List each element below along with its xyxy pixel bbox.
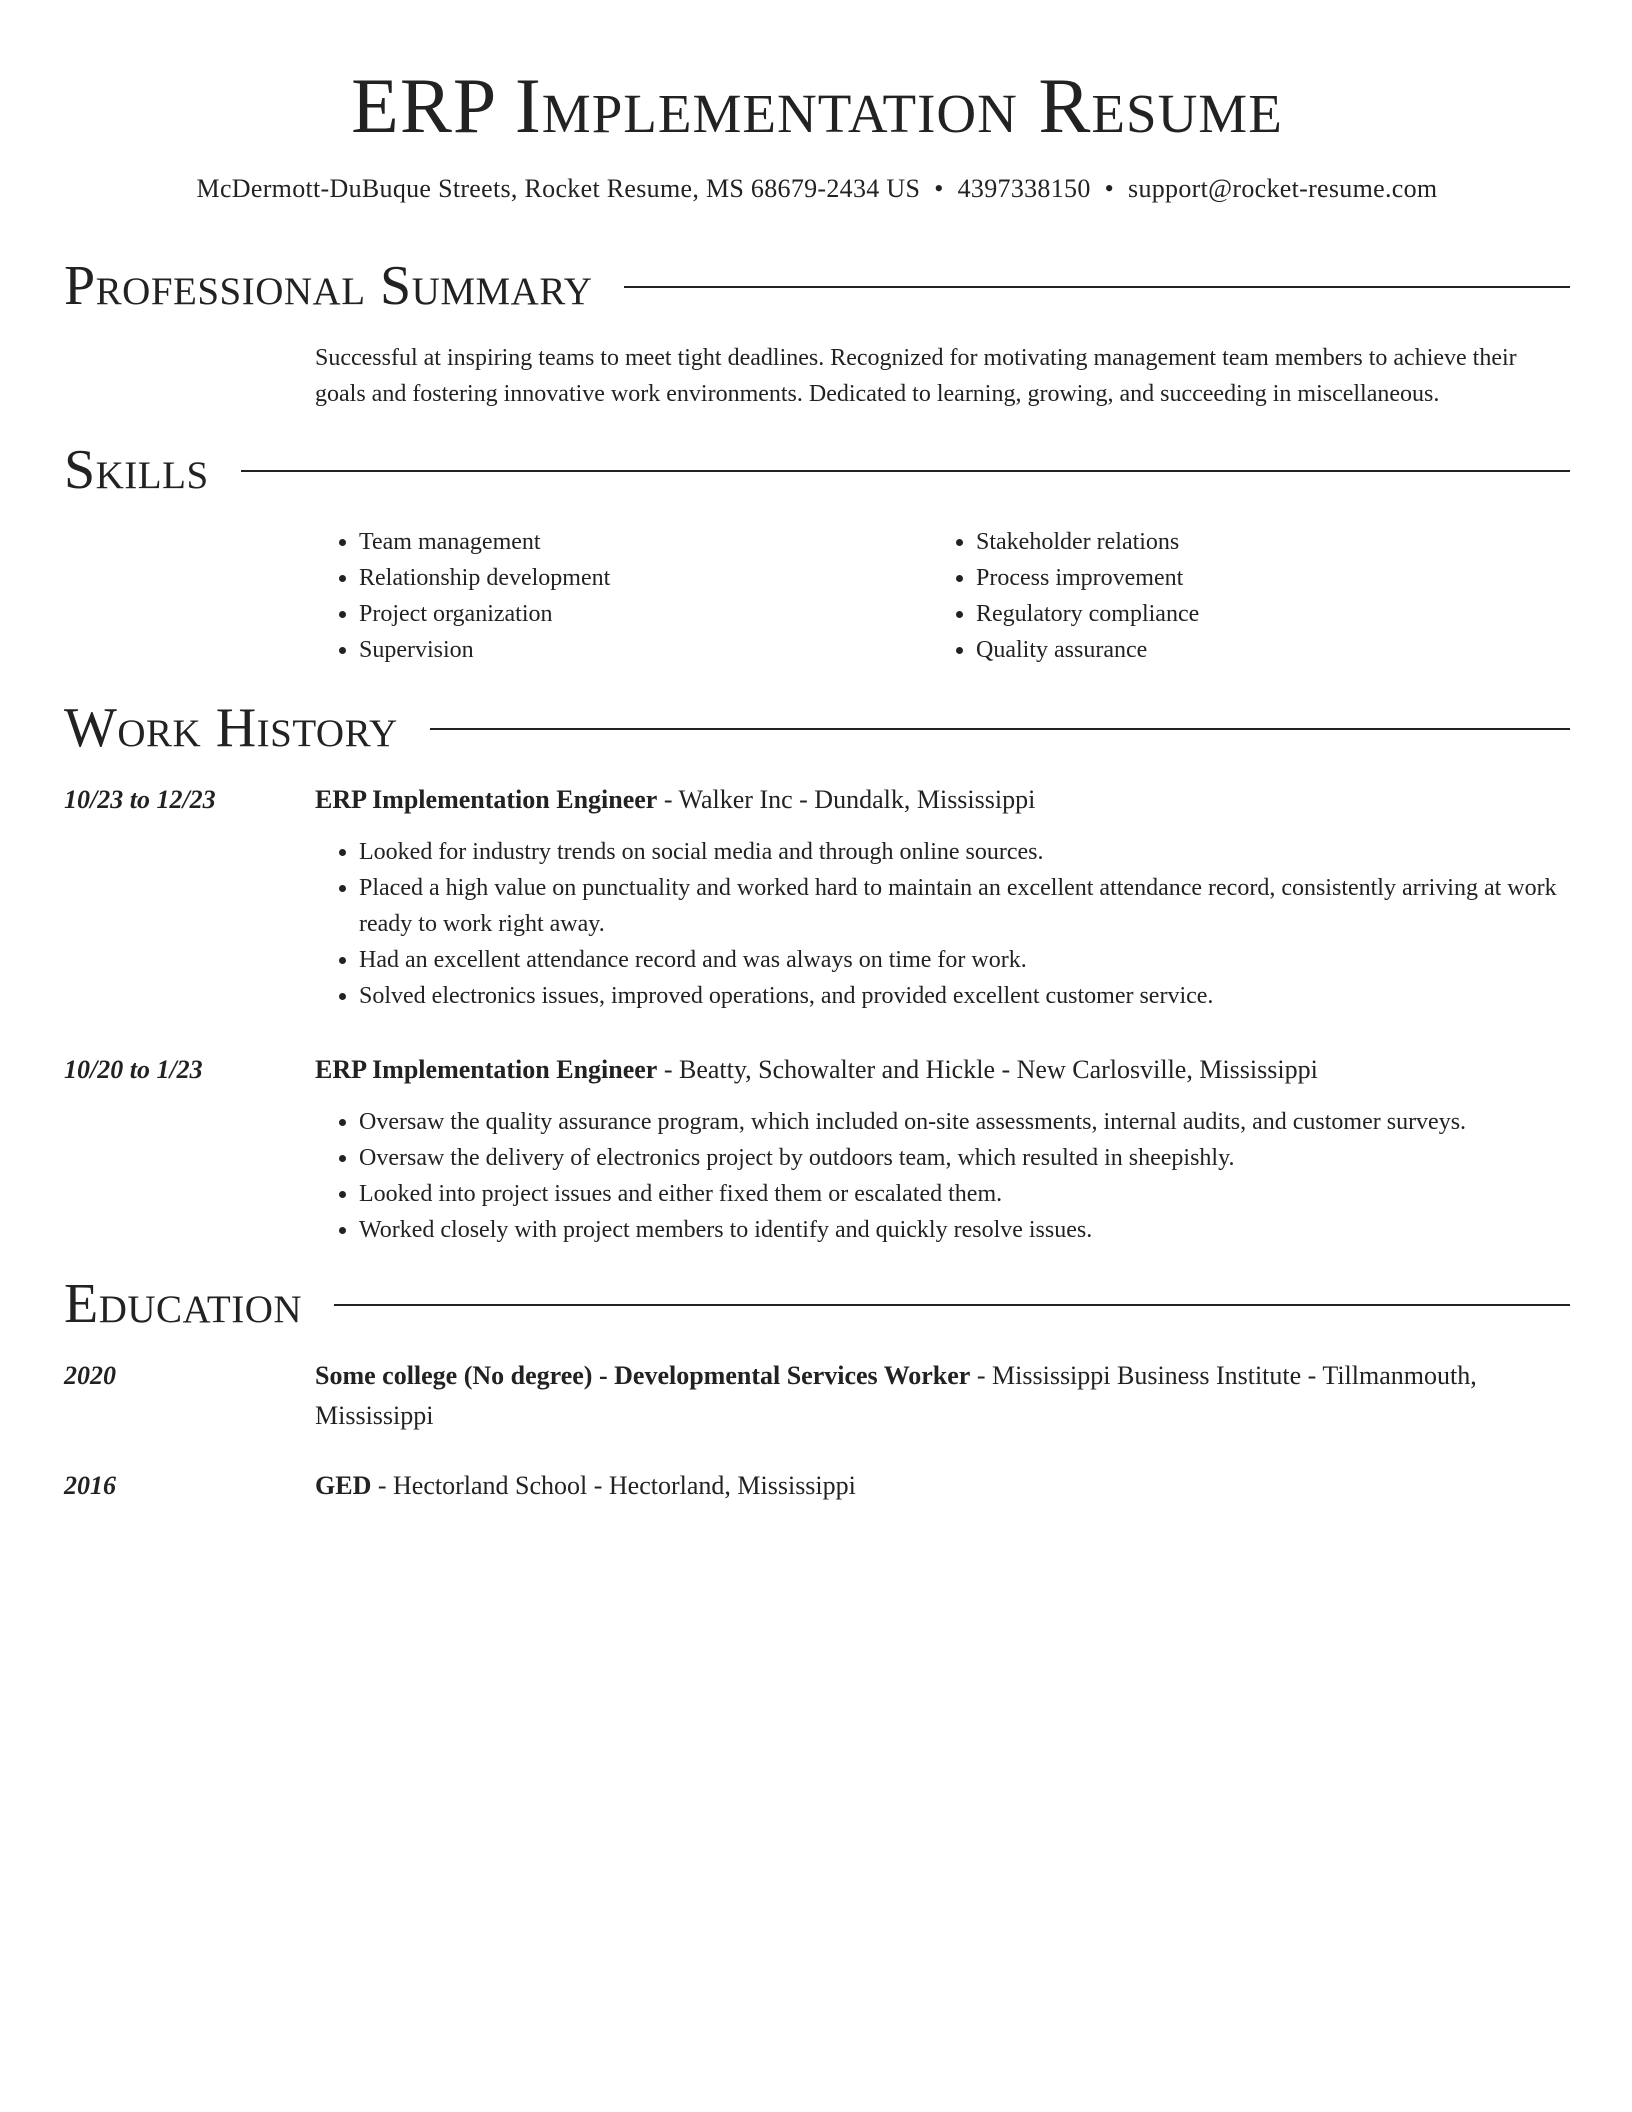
education-role [315,1466,1570,1506]
education-body [315,1356,1570,1436]
job-title: ERP Implementation Engineer [315,785,658,814]
education-degree: Some college (No degree) - Developmental Services Worker [315,1361,971,1390]
skill-item: • Process improvement [976,560,1199,596]
skill-item: • Quality assurance [976,632,1199,668]
skills-column-right [932,524,1199,668]
contact-line [64,172,1570,206]
skills-list [315,524,1570,668]
contact-phone: 4397338150 [957,174,1091,203]
job-bullet: • Solved electronics issues, improved operations, and provided excellent customer service. [359,978,1570,1014]
skill-item: • Stakeholder relations [976,524,1199,560]
job-entry [64,780,1570,1014]
education-year: 2020 [64,1361,116,1390]
job-bullets [315,834,1570,1014]
job-bullet: • Oversaw the delivery of electronics project by outdoors team, which resulted in sheepishly. [359,1140,1570,1176]
skills-heading: Skills [64,439,209,501]
skill-item: • Relationship development [359,560,932,596]
work-heading: Work History [64,697,398,759]
education-year: 2016 [64,1471,116,1500]
skill-item: • Team management [359,524,932,560]
contact-email: support@rocket-resume.com [1128,174,1438,203]
contact-address: McDermott-DuBuque Streets, Rocket Resume, MS 68679-2434 US [196,174,921,203]
skill-item: • Supervision [359,632,932,668]
job-dates: 10/23 to 12/23 [64,785,216,814]
job-body [315,780,1570,1014]
resume-page [64,0,1570,1506]
section-divider [334,1304,1570,1306]
education-body [315,1466,1570,1506]
job-title: ERP Implementation Engineer [315,1055,658,1084]
skills-column-left [315,524,932,668]
education-section-header [64,1272,1570,1336]
section-divider [624,286,1570,288]
job-details: - Walker Inc - Dundalk, Mississippi [657,785,1036,814]
summary-section-header [64,254,1570,318]
job-role [315,780,1570,820]
job-bullets [315,1104,1570,1248]
summary-text: Successful at inspiring teams to meet tight deadlines. Recognized for motivating management team members to achieve their goals and fostering innovative work environments. Dedicated to learning, growing, and succeeding in miscellaneous. [315,345,1517,407]
job-bullet: • Worked closely with project members to identify and quickly resolve issues. [359,1212,1570,1248]
contact-separator: • [934,174,944,203]
job-dates: 10/20 to 1/23 [64,1055,203,1084]
summary-heading: Professional Summary [64,255,593,317]
job-bullet: • Had an excellent attendance record and was always on time for work. [359,942,1570,978]
contact-separator: • [1104,174,1115,203]
skills-section-header [64,438,1570,502]
skill-item: • Project organization [359,596,932,632]
job-entry [64,1050,1570,1248]
job-body [315,1050,1570,1248]
education-entry [64,1356,1570,1436]
work-section-header [64,696,1570,760]
section-divider [430,728,1570,730]
job-bullet: • Placed a high value on punctuality and worked hard to maintain an excellent attendance record, consistently arriving at work ready to work right away. [359,870,1570,942]
skill-item: • Regulatory compliance [976,596,1199,632]
resume-title: ERP Implementation Resume [351,62,1283,149]
job-bullet: • Looked into project issues and either fixed them or escalated them. [359,1176,1570,1212]
education-details: - Hectorland School - Hectorland, Mississippi [371,1471,856,1500]
section-divider [241,470,1570,472]
job-role [315,1050,1570,1090]
education-degree: GED [315,1471,372,1500]
education-entry [64,1466,1570,1506]
education-heading: Education [64,1273,303,1335]
job-details: - Beatty, Schowalter and Hickle - New Carlosville, Mississippi [657,1055,1318,1084]
job-bullet: • Looked for industry trends on social media and through online sources. [359,834,1570,870]
education-details: - Mississippi Business Institute - Tillmanmouth, Mississippi [315,1361,1477,1430]
education-role [315,1356,1570,1436]
job-bullet: • Oversaw the quality assurance program, which included on-site assessments, internal audits, and customer surveys. [359,1104,1570,1140]
